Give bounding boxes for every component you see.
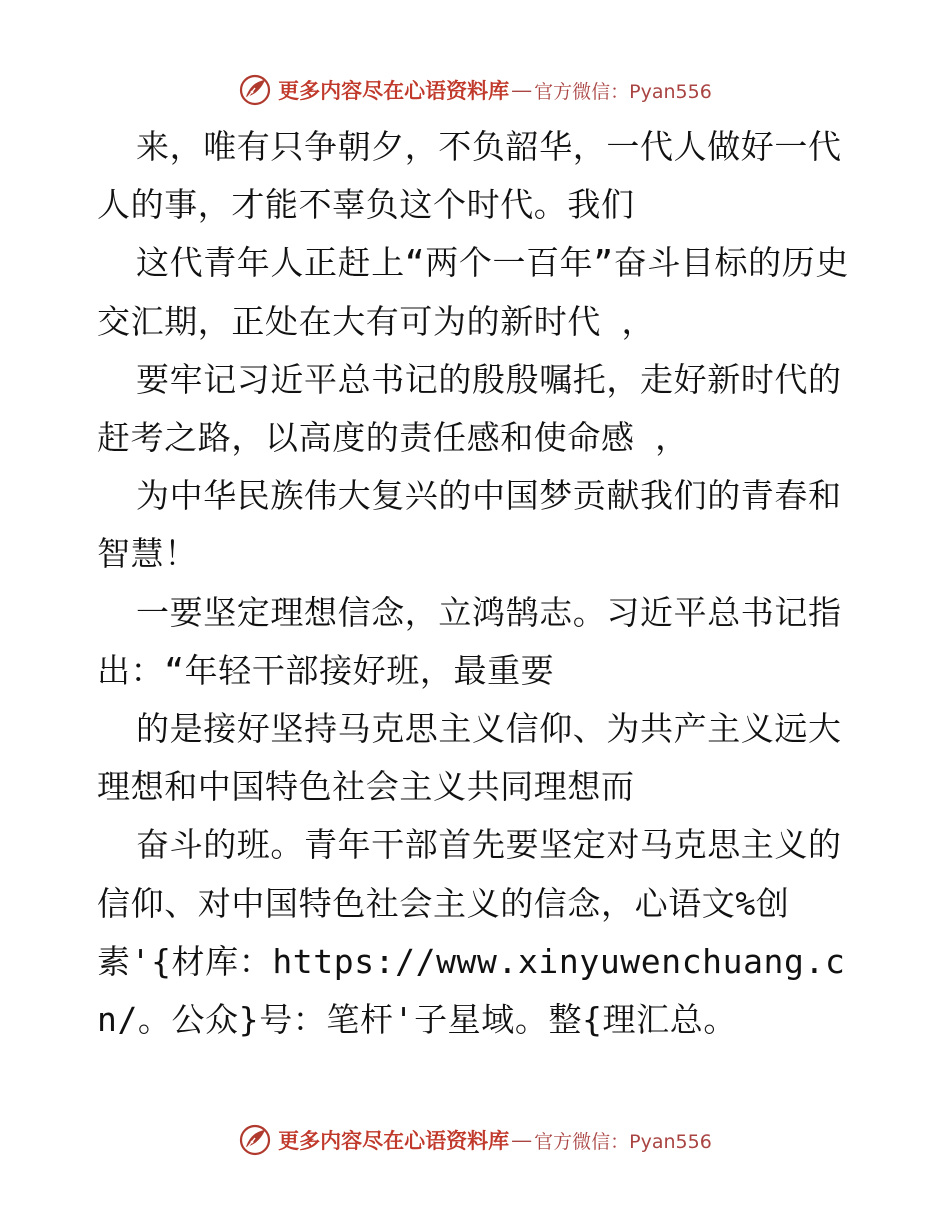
paragraph-4: 为中华民族伟大复兴的中国梦贡献我们的青春和智慧！ bbox=[97, 476, 842, 574]
header-wechat-text: 官方微信：Pyan556 bbox=[534, 80, 712, 103]
footer-banner bbox=[0, 1120, 950, 1160]
header-site-text: 更多内容尽在心语资料库 bbox=[278, 78, 510, 103]
footer-separator: — bbox=[511, 1128, 533, 1152]
header-banner bbox=[0, 70, 950, 110]
paragraph-3: 要牢记习近平总书记的殷殷嘱托，走好新时代的赶考之路，以高度的责任感和使命感 ， bbox=[97, 359, 842, 458]
pen-nib-logo-icon bbox=[238, 1123, 272, 1157]
paragraph-5: 一要坚定理想信念，立鸿鹄志。习近平总书记指出：“年轻干部接好班，最重要 bbox=[97, 592, 842, 690]
paragraph-2: 这代青年人正赶上“两个一百年”奋斗目标的历史交汇期，正处在大有可为的新时代 ， bbox=[97, 243, 849, 341]
paragraph-1: 来，唯有只争朝夕，不负韶华，一代人做好一代人的事，才能不辜负这个时代。我们 bbox=[97, 127, 842, 225]
paragraph-6: 的是接好坚持马克思主义信仰、为共产主义远大理想和中国特色社会主义共同理想而 bbox=[97, 709, 842, 807]
footer-wechat-text: 官方微信：Pyan556 bbox=[534, 1130, 712, 1153]
document-body bbox=[97, 118, 857, 1049]
footer-site-text: 更多内容尽在心语资料库 bbox=[278, 1128, 510, 1153]
paragraph-7: 奋斗的班。青年干部首先要坚定对马克思主义的信仰、对中国特色社会主义的信念，心语文%创素'{材库：https://www.xinyuwenchuang.cn/。公众}号：笔杆'子星域。整{理汇总。 bbox=[97, 825, 846, 1040]
pen-nib-logo-icon bbox=[238, 73, 272, 107]
header-separator: — bbox=[511, 78, 533, 102]
